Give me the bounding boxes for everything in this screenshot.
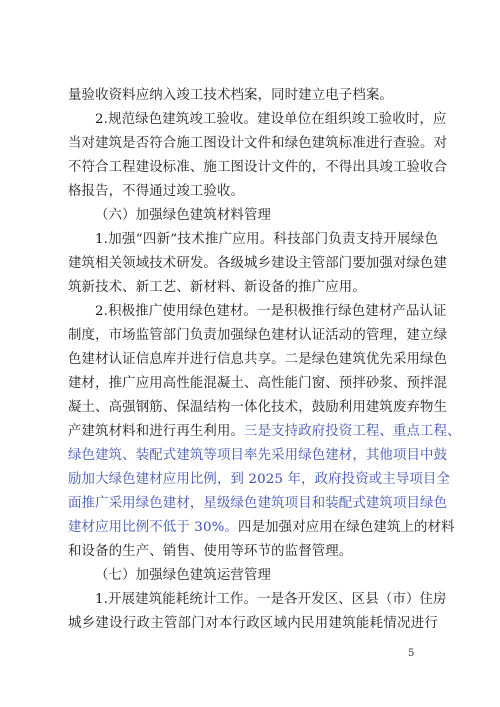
paragraph-line: 凝土、高强钢筋、保温结构一体化技术，鼓励利用建筑废弃物生 [68, 400, 448, 415]
document-body [68, 84, 461, 636]
paragraph-line: 筑新技术、新工艺、新材料、新设备的推广应用。 [68, 280, 366, 295]
highlighted-line: 绿色建筑、装配式建筑等项目率先采用绿色建材，其他项目中鼓 [68, 448, 448, 463]
section-heading: （七）加强绿色建筑运营管理 [95, 568, 272, 583]
page-number: 5 [408, 648, 415, 659]
paragraph-line: 2.规范绿色建筑竣工验收。建设单位在组织竣工验收时，应 [95, 112, 447, 127]
section-heading: （六）加强绿色建筑材料管理 [95, 208, 272, 223]
paragraph-line: 建材，推广应用高性能混凝土、高性能门窗、预拌砂浆、预拌混 [68, 376, 448, 391]
paragraph-line: 1.加强“四新”技术推广应用。科技部门负责支持开展绿色 [95, 232, 438, 247]
normal-text: 产建筑材料和进行再生利用。 [68, 424, 245, 439]
paragraph-line: 量验收资料应纳入竣工技术档案，同时建立电子档案。 [68, 88, 393, 103]
paragraph-line: 和设备的生产、销售、使用等环节的监督管理。 [68, 544, 353, 559]
paragraph-line: 2.积极推广使用绿色建材。一是积极推行绿色建材产品认证 [95, 304, 447, 319]
paragraph-line: 1.开展建筑能耗统计工作。一是各开发区、区县（市）住房 [95, 592, 447, 607]
paragraph-line: 建筑相关领域技术研发。各级城乡建设主管部门要加强对绿色建 [68, 256, 448, 271]
highlighted-text: 建材应用比例不低于 30%。 [68, 520, 239, 535]
highlighted-line: 面推广采用绿色建材，星级绿色建筑项目和装配式建筑项目绿色 [68, 496, 448, 511]
paragraph-line: 色建材认证信息库并进行信息共享。二是绿色建筑优先采用绿色 [68, 352, 448, 367]
paragraph-line: 制度，市场监管部门负责加强绿色建材认证活动的管理，建立绿 [68, 328, 448, 343]
paragraph-line-mixed [68, 420, 461, 444]
paragraph-line: 格报告，不得通过竣工验收。 [68, 184, 245, 199]
highlighted-text: 三是支持政府投资工程、重点工程、 [244, 424, 461, 439]
normal-text: 四是加强对应用在绿色建筑上的材料 [238, 520, 455, 535]
highlighted-line: 励加大绿色建材应用比例，到 2025 年，政府投资或主导项目全 [68, 472, 451, 487]
paragraph-line-mixed [68, 516, 455, 540]
paragraph-line: 不符合工程建设标准、施工图设计文件的，不得出具竣工验收合 [68, 160, 448, 175]
paragraph-line: 当对建筑是否符合施工图设计文件和绿色建筑标准进行查验。对 [68, 136, 448, 151]
paragraph-line: 城乡建设行政主管部门对本行政区域内民用建筑能耗情况进行 [68, 616, 438, 631]
